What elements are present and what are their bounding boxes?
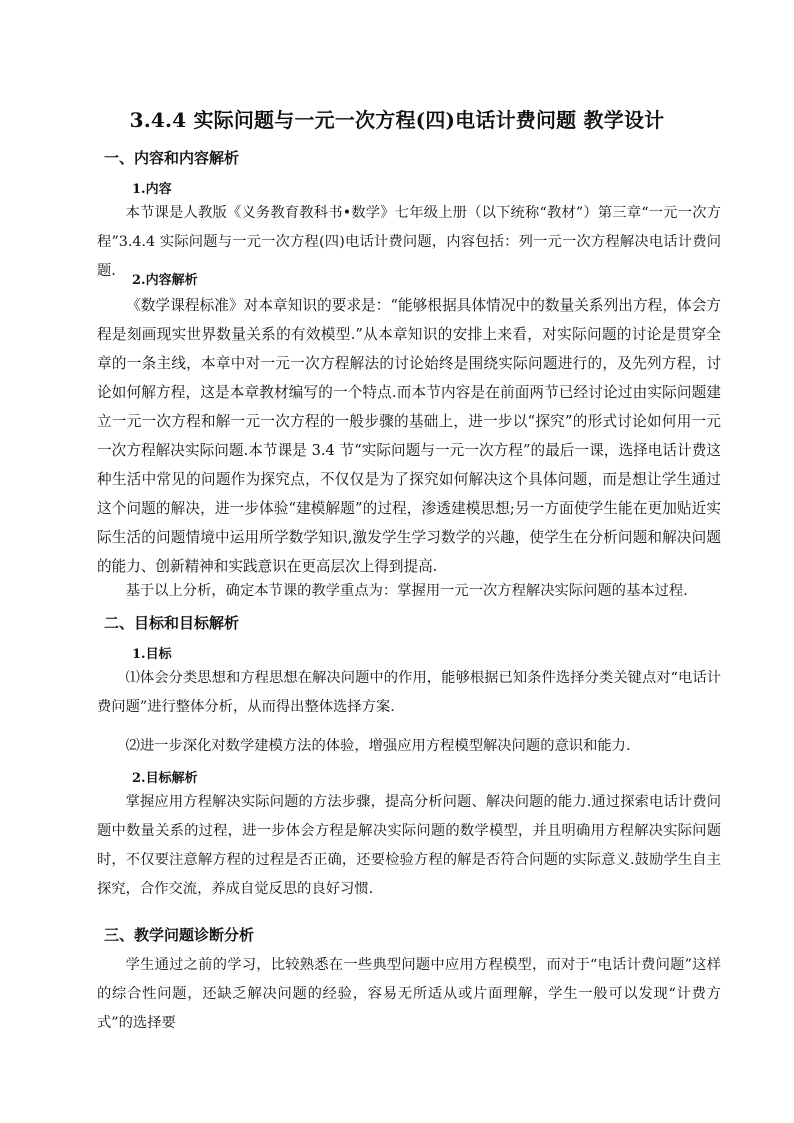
paragraph-teaching-focus: 基于以上分析，确定本节课的教学重点为：掌握用一元一次方程解决实际问题的基本过程. bbox=[125, 583, 688, 599]
paragraph-content-analysis: 《数学课程标准》对本章知识的要求是：“能够根据具体情况中的数量关系列出方程，体会方程是刻画现实世界数量关系的有效模型.”从本章知识的安排上来看，对实际问题的讨论是贯穿全章的一条主线，本章中对一元一次方程解法的讨论始终是围绕实际问题进行的，及先列方程，讨论如何解方程，这是本章教材编写的一个特点.而本节内容是在前面两节已经讨论过由实际问题建立一元一次方程和解一元一次方程的一般步骤的基础上，进一步以“探究”的形式讨论如何用一元一次方程解决实际问题.本节课是 3.4 节“实际问题与一元一次方程”的最后一课，选择电话计费这种生活中常见的问题作为探究点，不仅仅是为了探究如何解决这个具体问题，而是想让学生通过这个问题的解决，进一步体验“建模解题”的过程，渗透建模思想;另一方面使学生能在更加贴近实际生活的问题情境中运用所学数学知识,激发学生学习数学的兴趣，使学生在分析问题和解决问题的能力、创新精神和实践意识在更高层次上得到提高. bbox=[97, 297, 721, 575]
paragraph-goal-analysis: 掌握应用方程解决实际问题的方法步骤，提高分析问题、解决问题的能力.通过探索电话计费问题中数量关系的过程，进一步体会方程是解决实际问题的数学模型，并且明确用方程解决实际问题时，不仅要注意解方程的过程是否正确，还要检验方程的解是否符合问题的实际意义.鼓励学生自主探究，合作交流，养成自觉反思的良好习惯. bbox=[97, 794, 721, 897]
subsection-heading-goals: 1.目标 bbox=[132, 647, 172, 662]
paragraph-goal-1: ⑴体会分类思想和方程思想在解决问题中的作用，能够根据已知条件选择分类关键点对“电话计费问题”进行整体分析，从而得出整体选择方案. bbox=[97, 670, 721, 715]
section-heading-goals: 二、目标和目标解析 bbox=[104, 614, 240, 632]
subsection-heading-goal-analysis: 2.目标解析 bbox=[132, 771, 198, 786]
subsection-heading-content: 1.内容 bbox=[132, 182, 172, 197]
section-heading-diagnosis: 三、教学问题诊断分析 bbox=[104, 926, 255, 944]
paragraph-goal-2: ⑵进一步深化对数学建模方法的体验，增强应用方程模型解决问题的意识和能力. bbox=[125, 738, 631, 754]
paragraph-content: 本节课是人教版《义务教育教科书•数学》七年级上册（以下统称“教材”）第三章“一元一次方程”3.4.4 实际问题与一元一次方程(四)电话计费问题，内容包括：列一元一次方程解决电话计费问题. bbox=[97, 205, 721, 279]
paragraph-diagnosis: 学生通过之前的学习，比较熟悉在一些典型问题中应用方程模型，而对于“电话计费问题”这样的综合性问题，还缺乏解决问题的经验，容易无所适从或片面理解，学生一般可以发现“计费方式”的选择要 bbox=[97, 957, 721, 1031]
section-heading-content: 一、内容和内容解析 bbox=[104, 149, 240, 167]
subsection-heading-content-analysis: 2.内容解析 bbox=[132, 273, 198, 288]
document-title: 3.4.4 实际问题与一元一次方程(四)电话计费问题 教学设计 bbox=[129, 108, 665, 132]
